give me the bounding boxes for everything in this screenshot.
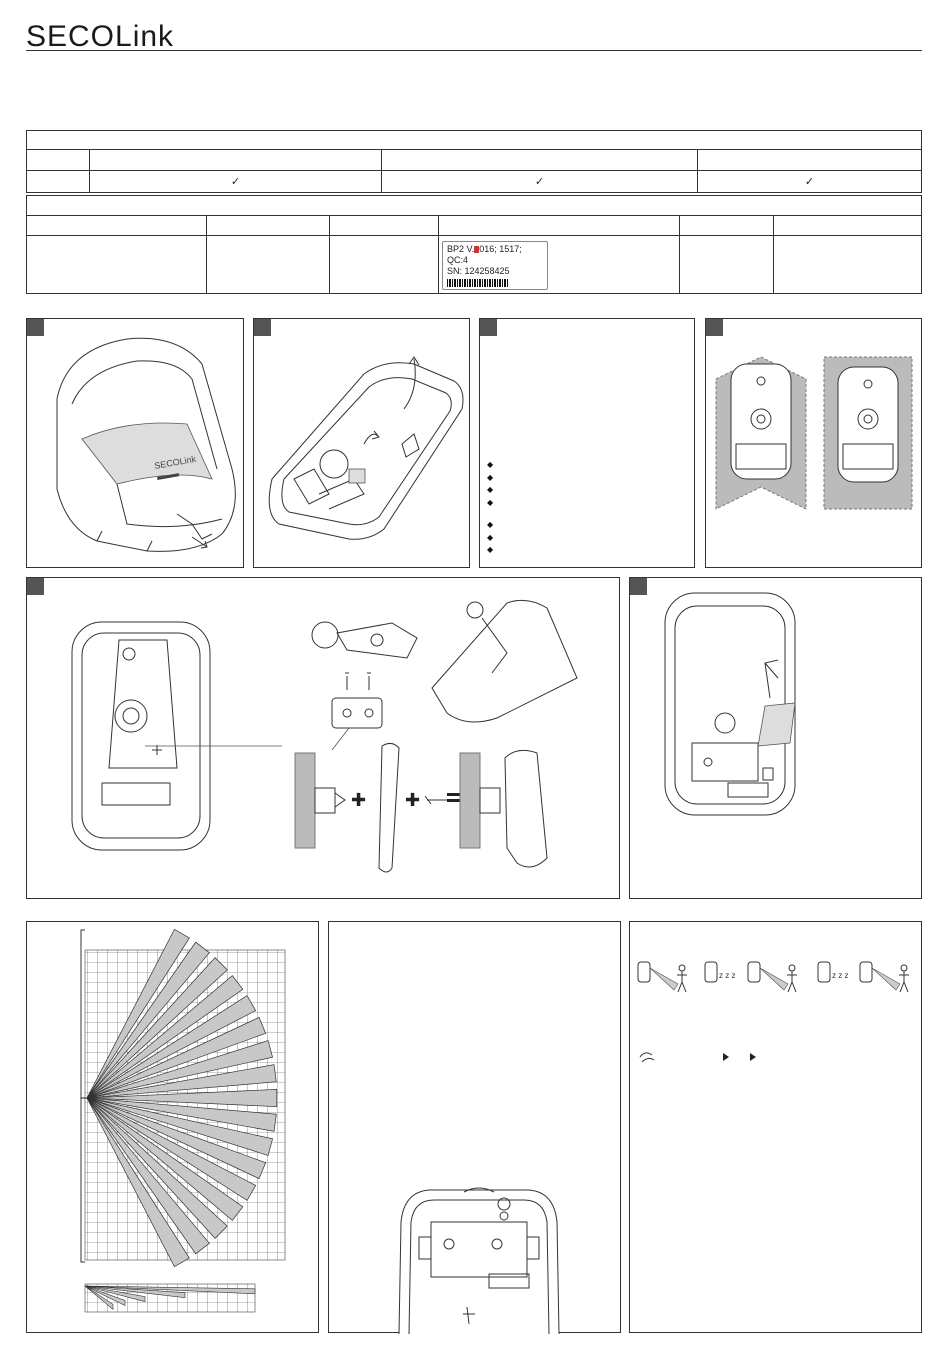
person-icon (901, 965, 907, 971)
secolink-logo: SECOLink (26, 20, 175, 53)
open-base-illustration (254, 319, 471, 569)
wave-icon (640, 1053, 654, 1062)
sleep-zzz-icon: z z z (719, 971, 736, 980)
plus-icon: ✚ (351, 790, 367, 810)
detector-icon (860, 962, 872, 982)
detector-icon (705, 962, 717, 982)
triangle-right-icon (723, 1053, 729, 1061)
step3-panel (479, 318, 695, 568)
bullet-list (487, 459, 493, 557)
bullet-icon: ◆ (487, 472, 494, 482)
check-mark-3: ✓ (698, 171, 922, 193)
detector-icon (638, 962, 650, 982)
equals-icon (447, 793, 461, 796)
bracket-mounting-illustration (27, 578, 621, 900)
detector-interior-illustration (329, 922, 622, 1334)
sleep-mode-sequence (630, 922, 923, 1334)
label-version: BP2 V. (447, 244, 475, 254)
step5-panel (26, 577, 620, 899)
coverage-pattern-diagram (27, 922, 320, 1334)
person-icon (789, 965, 795, 971)
label-serial: SN: 124258425 (447, 266, 510, 276)
sleep-mode-panel (629, 921, 922, 1333)
wall-icon (295, 753, 315, 848)
header-divider (26, 50, 922, 51)
person-body (677, 971, 687, 992)
step2-panel (253, 318, 470, 568)
step4-panel (705, 318, 922, 568)
battery-installation-illustration (630, 578, 923, 900)
beam-icon (872, 968, 900, 990)
sleep-zzz-icon: z z z (832, 971, 849, 980)
bullet-icon: ◆ (487, 497, 494, 507)
barcode-icon (447, 279, 509, 287)
detector-icon (818, 962, 830, 982)
check-mark-1: ✓ (90, 171, 382, 193)
bullet-icon: ◆ (487, 545, 494, 554)
person-icon (679, 965, 685, 971)
screw-icon (425, 796, 447, 804)
bullet-icon: ◆ (487, 460, 494, 469)
settings-panel (328, 921, 621, 1333)
bullet-icon: ◆ (487, 532, 494, 542)
step3-tag (480, 319, 497, 336)
beam-icon (760, 968, 788, 990)
check-mark-2: ✓ (382, 171, 698, 193)
step1-panel (26, 318, 244, 568)
step6-panel (629, 577, 922, 899)
compatibility-table (26, 130, 922, 193)
detector-icon (748, 962, 760, 982)
person-body (899, 971, 909, 992)
triangle-right-icon (750, 1053, 756, 1061)
product-header-row (27, 196, 922, 216)
label-version-rest: 016; 1517; QC:4 (447, 244, 522, 265)
cover-logo-text: SECOLink (153, 453, 197, 471)
product-info-table (26, 195, 922, 294)
product-label-sticker (442, 241, 548, 290)
detector-cover-illustration (27, 319, 245, 569)
coverage-panel (26, 921, 319, 1333)
bullet-icon: ◆ (487, 520, 494, 529)
person-body (787, 971, 797, 992)
beam-icon (650, 968, 678, 990)
mounting-positions-illustration (706, 319, 923, 569)
plus-icon: ✚ (405, 790, 421, 810)
bracket-line (81, 930, 85, 1262)
bullet-icon: ◆ (487, 485, 494, 494)
compat-header-row (27, 131, 922, 150)
